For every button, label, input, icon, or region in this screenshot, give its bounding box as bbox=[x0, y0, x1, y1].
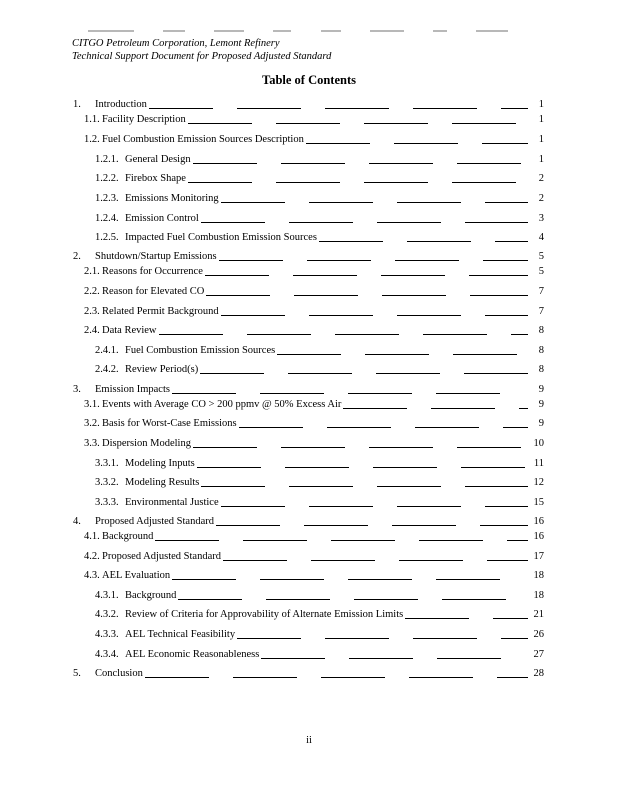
toc-entry-title: AEL Economic Reasonableness bbox=[125, 649, 260, 660]
toc-entry-number: 4.3.2. bbox=[95, 609, 119, 620]
toc-leader-segment bbox=[369, 163, 433, 164]
toc-entry-page: 2 bbox=[538, 193, 544, 204]
toc-entry-page: 8 bbox=[538, 345, 544, 356]
toc-entry-page: 9 bbox=[538, 418, 544, 429]
toc-entry-title: Emission Control bbox=[125, 213, 199, 224]
toc-entry-number: 3.2. bbox=[84, 418, 100, 429]
toc-leader-segment bbox=[413, 638, 477, 639]
toc-leader-segment bbox=[285, 467, 349, 468]
toc-entry[interactable] bbox=[0, 589, 618, 603]
toc-leader-segment bbox=[369, 447, 433, 448]
toc-leader-segment bbox=[309, 315, 373, 316]
toc-entry-title: Proposed Adjusted Standard bbox=[95, 516, 214, 527]
toc-leader-segment bbox=[281, 447, 345, 448]
toc-entry[interactable] bbox=[0, 363, 618, 377]
toc-leader-segment bbox=[159, 334, 223, 335]
toc-leader-segment bbox=[221, 202, 285, 203]
toc-entry-title: Background bbox=[125, 590, 177, 601]
toc-leader-segment bbox=[397, 506, 461, 507]
toc-entry-title: Emission Impacts bbox=[95, 384, 170, 395]
toc-entry-title: Facility Description bbox=[102, 114, 186, 125]
toc-leader-segment bbox=[348, 393, 412, 394]
toc-leader-segment bbox=[193, 163, 257, 164]
toc-leader-segment bbox=[453, 354, 517, 355]
toc-leader-segment bbox=[436, 393, 500, 394]
toc-entry[interactable] bbox=[0, 324, 618, 338]
toc-leader-segment bbox=[349, 658, 413, 659]
toc-entry[interactable] bbox=[0, 550, 618, 564]
toc-leader-segment bbox=[415, 427, 479, 428]
toc-entry[interactable] bbox=[0, 98, 618, 112]
toc-entry-title: Background bbox=[102, 531, 154, 542]
toc-entry-page: 12 bbox=[533, 477, 544, 488]
toc-leader-segment bbox=[452, 182, 516, 183]
toc-leader-segment bbox=[431, 408, 495, 409]
toc-leader-segment bbox=[276, 182, 340, 183]
toc-entry-title: Emissions Monitoring bbox=[125, 193, 219, 204]
toc-entry[interactable] bbox=[0, 457, 618, 471]
page-number: ii bbox=[306, 735, 312, 746]
toc-entry[interactable] bbox=[0, 476, 618, 490]
toc-entry-page: 1 bbox=[538, 154, 544, 165]
toc-entry-page: 9 bbox=[538, 384, 544, 395]
toc-entry[interactable] bbox=[0, 231, 618, 245]
toc-entry-page: 27 bbox=[533, 649, 544, 660]
toc-entry-page: 1 bbox=[538, 114, 544, 125]
toc-leader-segment bbox=[397, 315, 461, 316]
toc-leader-segment bbox=[237, 108, 301, 109]
toc-entry-number: 3.3. bbox=[84, 438, 100, 449]
toc-leader-segment bbox=[331, 540, 395, 541]
toc-entry-number: 4. bbox=[73, 516, 81, 527]
toc-entry-number: 4.3. bbox=[84, 570, 100, 581]
toc-entry-number: 4.3.1. bbox=[95, 590, 119, 601]
toc-leader-segment bbox=[311, 560, 375, 561]
toc-entry-number: 4.1. bbox=[84, 531, 100, 542]
toc-leader-segment bbox=[219, 260, 283, 261]
toc-leader-segment bbox=[289, 486, 353, 487]
toc-leader-segment bbox=[376, 373, 440, 374]
toc-entry-title: Basis for Worst-Case Emissions bbox=[102, 418, 237, 429]
toc-entry-title: Data Review bbox=[102, 325, 157, 336]
toc-entry-number: 1.2.4. bbox=[95, 213, 119, 224]
toc-leader-segment bbox=[293, 275, 357, 276]
toc-entry-title: Reason for Elevated CO bbox=[102, 286, 205, 297]
toc-entry-page: 17 bbox=[533, 551, 544, 562]
toc-entry-number: 4.2. bbox=[84, 551, 100, 562]
toc-leader-segment bbox=[419, 540, 483, 541]
toc-entry-number: 2.4. bbox=[84, 325, 100, 336]
toc-entry-title: Reasons for Occurrence bbox=[102, 266, 203, 277]
toc-leader-segment bbox=[437, 658, 501, 659]
toc-entry-title: Impacted Fuel Combustion Emission Sources bbox=[125, 232, 317, 243]
toc-entry[interactable] bbox=[0, 417, 618, 431]
toc-entry-number: 1.1. bbox=[84, 114, 100, 125]
toc-entry-number: 3. bbox=[73, 384, 81, 395]
toc-leader-segment bbox=[364, 123, 428, 124]
toc-entry-page: 1 bbox=[538, 134, 544, 145]
toc-entry-number: 1.2.1. bbox=[95, 154, 119, 165]
toc-entry[interactable] bbox=[0, 212, 618, 226]
toc-leader-segment bbox=[276, 123, 340, 124]
toc-entry[interactable] bbox=[0, 172, 618, 186]
toc-leader-segment bbox=[381, 275, 445, 276]
toc-entry[interactable] bbox=[0, 398, 618, 412]
toc-entry-page: 4 bbox=[538, 232, 544, 243]
toc-entry-title: Environmental Justice bbox=[125, 497, 219, 508]
toc-entry-title: Review Period(s) bbox=[125, 364, 199, 375]
toc-entry-page: 26 bbox=[533, 629, 544, 640]
toc-leader-segment bbox=[221, 315, 285, 316]
toc-entry-page: 18 bbox=[533, 570, 544, 581]
toc-entry-page: 8 bbox=[538, 364, 544, 375]
toc-entry-title: Modeling Results bbox=[125, 477, 200, 488]
toc-leader-segment bbox=[261, 658, 325, 659]
toc-leader-segment bbox=[309, 202, 373, 203]
toc-entry-number: 5. bbox=[73, 668, 81, 679]
toc-entry[interactable] bbox=[0, 648, 618, 662]
toc-leader-segment bbox=[343, 408, 407, 409]
toc-leader-segment bbox=[397, 202, 461, 203]
toc-leader-segment bbox=[243, 540, 307, 541]
toc-leader-segment bbox=[413, 108, 477, 109]
toc-leader-segment bbox=[216, 525, 280, 526]
toc-entry-title: Conclusion bbox=[95, 668, 143, 679]
toc-leader-segment bbox=[465, 486, 528, 487]
toc-entry-number: 2.4.2. bbox=[95, 364, 119, 375]
toc-entry[interactable] bbox=[0, 344, 618, 358]
toc-leader-segment bbox=[442, 599, 506, 600]
toc-entry-page: 5 bbox=[538, 266, 544, 277]
toc-leader-segment bbox=[436, 579, 500, 580]
toc-entry-page: 8 bbox=[538, 325, 544, 336]
toc-entry-number: 1.2.5. bbox=[95, 232, 119, 243]
toc-leader-segment bbox=[409, 677, 473, 678]
toc-entry-page: 16 bbox=[533, 531, 544, 542]
toc-entry[interactable] bbox=[0, 437, 618, 451]
toc-entry[interactable] bbox=[0, 305, 618, 319]
toc-entry-number: 1.2. bbox=[84, 134, 100, 145]
toc-leader-segment bbox=[260, 579, 324, 580]
toc-entry-number: 3.3.3. bbox=[95, 497, 119, 508]
toc-leader-segment bbox=[247, 334, 311, 335]
toc-leader-segment bbox=[399, 560, 463, 561]
toc-leader-segment bbox=[221, 506, 285, 507]
toc-leader-segment bbox=[172, 579, 236, 580]
toc-entry-page: 18 bbox=[533, 590, 544, 601]
toc-entry-number: 2.3. bbox=[84, 306, 100, 317]
toc-entry-page: 2 bbox=[538, 173, 544, 184]
toc-entry-title: Shutdown/Startup Emissions bbox=[95, 251, 217, 262]
toc-leader-segment bbox=[266, 599, 330, 600]
toc-entry-title: Modeling Inputs bbox=[125, 458, 195, 469]
toc-leader-segment bbox=[395, 260, 459, 261]
toc-leader-segment bbox=[149, 108, 213, 109]
toc-leader-segment bbox=[223, 560, 287, 561]
toc-leader-segment bbox=[377, 486, 441, 487]
toc-leader-segment bbox=[335, 334, 399, 335]
toc-entry-number: 1. bbox=[73, 99, 81, 110]
toc-entry-page: 1 bbox=[538, 99, 544, 110]
toc-leader-segment bbox=[145, 677, 209, 678]
toc-entry-page: 5 bbox=[538, 251, 544, 262]
toc-leader-segment bbox=[325, 638, 389, 639]
toc-entry-number: 3.3.2. bbox=[95, 477, 119, 488]
toc-leader-segment bbox=[373, 467, 437, 468]
toc-leader-segment bbox=[172, 393, 236, 394]
toc-entry-title: Firebox Shape bbox=[125, 173, 186, 184]
toc-entry-page: 11 bbox=[533, 458, 544, 469]
toc-entry-title: Review of Criteria for Approvability of Alternate Emission Limits bbox=[125, 609, 404, 620]
toc-leader-segment bbox=[239, 427, 303, 428]
toc-leader-segment bbox=[237, 638, 301, 639]
toc-entry[interactable] bbox=[0, 133, 618, 147]
toc-leader-segment bbox=[365, 354, 429, 355]
toc-leader-segment bbox=[457, 163, 521, 164]
toc-leader-segment bbox=[382, 295, 446, 296]
toc-entry[interactable] bbox=[0, 113, 618, 127]
toc-leader-segment bbox=[327, 427, 391, 428]
toc-leader-segment bbox=[233, 677, 297, 678]
toc-leader-segment bbox=[309, 506, 373, 507]
toc-leader-segment bbox=[188, 123, 252, 124]
toc-leader-segment bbox=[325, 108, 389, 109]
toc-leader-segment bbox=[178, 599, 242, 600]
toc-leader-segment bbox=[294, 295, 358, 296]
toc-leader-segment bbox=[465, 222, 528, 223]
toc-entry-page: 16 bbox=[533, 516, 544, 527]
toc-entry[interactable] bbox=[0, 608, 618, 622]
toc-leader-segment bbox=[392, 525, 456, 526]
document-subtitle: Technical Support Document for Proposed Adjusted Standard bbox=[72, 50, 332, 62]
toc-entry-page: 21 bbox=[533, 609, 544, 620]
toc-entry-number: 3.3.1. bbox=[95, 458, 119, 469]
toc-leader-segment bbox=[321, 677, 385, 678]
toc-entry[interactable] bbox=[0, 250, 618, 264]
toc-leader-segment bbox=[197, 467, 261, 468]
toc-leader-segment bbox=[201, 222, 265, 223]
toc-entry-page: 3 bbox=[538, 213, 544, 224]
toc-entry-page: 9 bbox=[538, 399, 544, 410]
toc-entry-page: 15 bbox=[533, 497, 544, 508]
toc-entry-page: 7 bbox=[538, 286, 544, 297]
toc-entry[interactable] bbox=[0, 530, 618, 544]
toc-leader-segment bbox=[364, 182, 428, 183]
toc-entry-title: Fuel Combustion Emission Sources Description bbox=[102, 134, 304, 145]
company-name: CITGO Petroleum Corporation, Lemont Refinery bbox=[72, 38, 280, 49]
toc-leader-segment bbox=[200, 373, 264, 374]
toc-entry-title: Dispersion Modeling bbox=[102, 438, 191, 449]
toc-leader-segment bbox=[260, 393, 324, 394]
toc-entry-page: 7 bbox=[538, 306, 544, 317]
toc-entry-number: 2.4.1. bbox=[95, 345, 119, 356]
toc-leader-segment bbox=[201, 486, 265, 487]
toc-leader-segment bbox=[193, 447, 257, 448]
toc-entry-page: 10 bbox=[533, 438, 544, 449]
toc-entry-title: Proposed Adjusted Standard bbox=[102, 551, 221, 562]
toc-entry-page: 28 bbox=[533, 668, 544, 679]
toc-entry[interactable] bbox=[0, 515, 618, 529]
toc-leader-segment bbox=[464, 373, 528, 374]
toc-leader-segment bbox=[405, 618, 469, 619]
toc-entry[interactable] bbox=[0, 192, 618, 206]
toc-leader-segment bbox=[319, 241, 383, 242]
toc-entry[interactable] bbox=[0, 383, 618, 397]
toc-entry[interactable] bbox=[0, 569, 618, 583]
toc-leader-segment bbox=[206, 295, 270, 296]
toc-leader-segment bbox=[288, 373, 352, 374]
toc-leader-segment bbox=[188, 182, 252, 183]
toc-entry-title: General Design bbox=[125, 154, 191, 165]
toc-entry[interactable] bbox=[0, 265, 618, 279]
document-header bbox=[72, 38, 331, 63]
toc-entry-title: AEL Technical Feasibility bbox=[125, 629, 236, 640]
toc-entry[interactable] bbox=[0, 628, 618, 642]
toc-entry-number: 4.3.4. bbox=[95, 649, 119, 660]
toc-entry-number: 2.2. bbox=[84, 286, 100, 297]
toc-entry-title: Introduction bbox=[95, 99, 147, 110]
toc-entry-number: 2.1. bbox=[84, 266, 100, 277]
toc-leader-segment bbox=[394, 143, 458, 144]
toc-entry-number: 2. bbox=[73, 251, 81, 262]
toc-leader-segment bbox=[289, 222, 353, 223]
toc-leader-segment bbox=[281, 163, 345, 164]
toc-entry-title: Fuel Combustion Emission Sources bbox=[125, 345, 276, 356]
toc-entry-title: Events with Average CO > 200 ppmv @ 50% Excess Air bbox=[102, 399, 342, 410]
toc-entry-title: Related Permit Background bbox=[102, 306, 219, 317]
toc-leader-segment bbox=[307, 260, 371, 261]
toc-title: Table of Contents bbox=[262, 73, 356, 87]
toc-leader-segment bbox=[407, 241, 471, 242]
toc-leader-segment bbox=[423, 334, 487, 335]
toc-leader-segment bbox=[306, 143, 370, 144]
toc-leader-segment bbox=[457, 447, 521, 448]
faint-header-rule bbox=[88, 28, 508, 34]
toc-leader-segment bbox=[354, 599, 418, 600]
toc-entry[interactable] bbox=[0, 667, 618, 681]
toc-leader-segment bbox=[205, 275, 269, 276]
toc-leader-segment bbox=[277, 354, 341, 355]
toc-entry-title: AEL Evaluation bbox=[102, 570, 171, 581]
toc-leader-segment bbox=[304, 525, 368, 526]
toc-entry-number: 3.1. bbox=[84, 399, 100, 410]
toc-entry-number: 1.2.2. bbox=[95, 173, 119, 184]
toc-entry[interactable] bbox=[0, 153, 618, 167]
toc-leader-segment bbox=[377, 222, 441, 223]
toc-entry[interactable] bbox=[0, 285, 618, 299]
toc-entry-number: 1.2.3. bbox=[95, 193, 119, 204]
toc-entry[interactable] bbox=[0, 496, 618, 510]
toc-leader-segment bbox=[461, 467, 525, 468]
toc-entry-number: 4.3.3. bbox=[95, 629, 119, 640]
toc-leader-segment bbox=[452, 123, 516, 124]
toc-leader-segment bbox=[348, 579, 412, 580]
toc-leader-segment bbox=[155, 540, 219, 541]
